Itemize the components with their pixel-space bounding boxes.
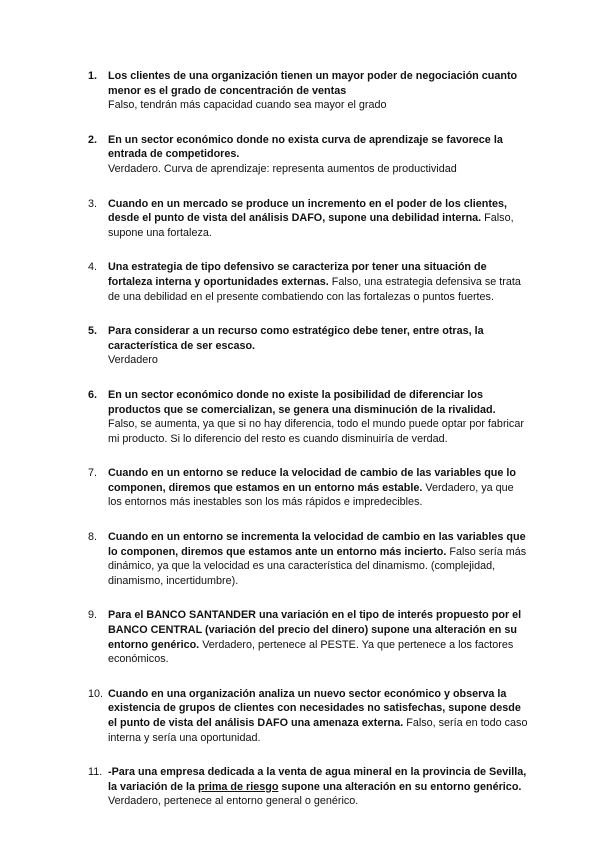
list-item bbox=[88, 608, 528, 666]
question-text: Una estrategia de tipo defensivo se caracteriza por tener una situación de fortaleza interna y oportunidades externas. bbox=[108, 261, 487, 288]
item-number: 4. bbox=[88, 261, 98, 274]
answer-text: Falso, tendrán más capacidad cuando sea mayor el grado bbox=[108, 99, 387, 112]
item-number: 2. bbox=[88, 133, 98, 146]
list-item bbox=[88, 530, 528, 588]
question-text-post: supone una alteración en su entorno genérico. bbox=[278, 780, 522, 793]
question-text: En un sector económico donde no exista curva de aprendizaje se favorece la entrada de competidores. bbox=[108, 133, 503, 161]
question-text: Cuando en un mercado se produce un incremento en el poder de los clientes, desde el punto de vista del análisis DAFO, supone una debilidad interna. bbox=[108, 197, 507, 225]
item-number: 10. bbox=[88, 687, 104, 700]
list-item bbox=[88, 388, 528, 446]
underlined-term: prima de riesgo bbox=[198, 780, 279, 793]
item-number: 7. bbox=[88, 467, 98, 480]
list-item bbox=[88, 765, 528, 809]
answer-text: Verdadero, ya que los entornos más inestables son los más rápidos e impredecibles. bbox=[108, 481, 514, 509]
answer-text: Verdadero, pertenece al entorno general o genérico. bbox=[108, 795, 359, 808]
list-item bbox=[88, 133, 528, 177]
question-text: Cuando en un entorno se reduce la velocidad de cambio de las variables que lo componen, diremos que estamos en un entorno más estable. bbox=[108, 467, 516, 494]
item-number: 5. bbox=[88, 325, 98, 338]
question-list bbox=[88, 69, 528, 829]
answer-text: Verdadero, pertenece al PESTE. Ya que pertenece a los factores económicos. bbox=[108, 638, 514, 666]
question-text: Los clientes de una organización tienen un mayor poder de negociación cuanto menor es el grado de concentración de ventas bbox=[108, 70, 518, 97]
question-text: Para considerar a un recurso como estratégico debe tener, entre otras, la característica de ser escaso. bbox=[108, 325, 484, 352]
list-item bbox=[88, 324, 528, 368]
question-text: Cuando en un entorno se incrementa la velocidad de cambio en las variables que lo componen, diremos que estamos ante un entorno más incierto. bbox=[108, 531, 526, 558]
answer-text: Falso, sería en todo caso interna y sería una oportunidad. bbox=[108, 717, 528, 744]
item-number: 8. bbox=[88, 531, 98, 544]
list-item bbox=[88, 260, 528, 304]
question-text: Para el BANCO SANTANDER una variación en el tipo de interés propuesto por el BANCO CENTRAL (variación del precio del dinero) supone una alteración en su entorno genérico. bbox=[108, 609, 522, 651]
answer-text: Falso, supone una fortaleza. bbox=[108, 212, 514, 239]
item-number: 3. bbox=[88, 197, 98, 210]
answer-text: Verdadero. Curva de aprendizaje: representa aumentos de productividad bbox=[108, 162, 457, 175]
answer-text: Falso sería más dinámico, ya que la velocidad es una característica del dinamismo. (complejidad, dinamismo, incertidumbre). bbox=[108, 545, 527, 587]
item-number: 11. bbox=[88, 766, 103, 779]
list-item bbox=[88, 687, 528, 745]
answer-text: Verdadero bbox=[108, 354, 158, 367]
question-text: En un sector económico donde no existe la posibilidad de diferenciar los productos que se comercializan, se genera una disminución de la rivalidad. bbox=[108, 388, 496, 416]
question-text: Cuando en una organización analiza un nuevo sector económico y observa la existencia de grupos de clientes con necesidades no satisfechas, supone desde el punto de vista del análisis DAFO una amenaza externa. bbox=[108, 687, 521, 729]
answer-text: Falso, se aumenta, ya que si no hay diferencia, todo el mundo puede optar por fabricar mi producto. Si lo diferencio del resto es cuando disminuiría de verdad. bbox=[108, 418, 524, 445]
item-number: 9. bbox=[88, 609, 98, 622]
list-item bbox=[88, 197, 528, 241]
question-text-pre: -Para una empresa dedicada a la venta de agua mineral en la provincia de Sevilla, la variación de la bbox=[108, 766, 527, 793]
question-text bbox=[108, 766, 526, 793]
item-number: 1. bbox=[88, 70, 98, 82]
item-number: 6. bbox=[88, 388, 98, 401]
answer-text: Falso, una estrategia defensiva se trata de una debilidad en el presente combatiendo con las fortalezas o puntos fuertes. bbox=[108, 275, 521, 303]
list-item bbox=[88, 466, 528, 510]
list-item bbox=[88, 69, 528, 113]
